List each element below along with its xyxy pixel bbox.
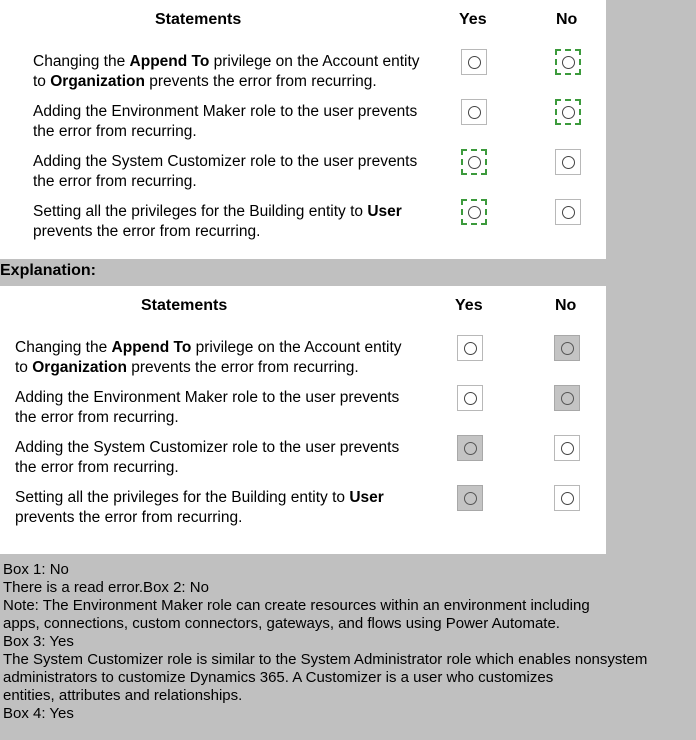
radio-circle-icon	[561, 342, 574, 355]
row-4-yes-option[interactable]	[461, 199, 487, 225]
row-1-no-option[interactable]	[554, 335, 580, 361]
row-3-no-option[interactable]	[554, 435, 580, 461]
row-1-yes-option[interactable]	[457, 335, 483, 361]
note-line: apps, connections, custom connectors, gateways, and flows using Power Automate.	[3, 615, 560, 632]
row-4-yes-option[interactable]	[457, 485, 483, 511]
row-2-no-option[interactable]	[554, 385, 580, 411]
radio-circle-icon	[464, 342, 477, 355]
row-3-no-option[interactable]	[555, 149, 581, 175]
note-line: Box 1: No	[3, 561, 69, 578]
statement-2: Adding the Environment Maker role to the user prevents the error from recurring.	[33, 103, 418, 140]
note-line: Note: The Environment Maker role can create resources within an environment including	[3, 597, 590, 614]
note-line: administrators to customize Dynamics 365. A Customizer is a user who customizes	[3, 669, 554, 686]
note-line: The System Customizer role is similar to the System Administrator role which enables nonsystem	[3, 651, 648, 668]
note-line: entities, attributes and relationships.	[3, 687, 243, 704]
yes-header: Yes	[459, 11, 487, 28]
answer-panel	[0, 286, 606, 554]
statements-header: Statements	[141, 297, 228, 314]
radio-circle-icon	[464, 392, 477, 405]
row-4-no-option[interactable]	[555, 199, 581, 225]
row-4-no-option[interactable]	[554, 485, 580, 511]
note-line: Box 3: Yes	[3, 633, 74, 650]
radio-circle-icon	[468, 206, 481, 219]
row-2-yes-option[interactable]	[457, 385, 483, 411]
statement-4: Setting all the privileges for the Building entity to User prevents the error from recurring.	[15, 489, 384, 526]
yes-header: Yes	[455, 297, 483, 314]
row-1-no-option[interactable]	[555, 49, 581, 75]
note-line: There is a read error.Box 2: No	[3, 579, 209, 596]
statement-1: Changing the Append To privilege on the Account entity to Organization prevents the error from recurring.	[15, 339, 402, 376]
radio-circle-icon	[464, 442, 477, 455]
statements-header: Statements	[155, 11, 242, 28]
statement-3: Adding the System Customizer role to the user prevents the error from recurring.	[15, 439, 400, 476]
radio-circle-icon	[561, 442, 574, 455]
row-1-yes-option[interactable]	[461, 49, 487, 75]
radio-circle-icon	[561, 392, 574, 405]
no-header: No	[556, 11, 578, 28]
statement-2: Adding the Environment Maker role to the user prevents the error from recurring.	[15, 389, 400, 426]
row-2-no-option[interactable]	[555, 99, 581, 125]
row-2-yes-option[interactable]	[461, 99, 487, 125]
explanation-label: Explanation:	[0, 262, 97, 279]
radio-circle-icon	[468, 156, 481, 169]
radio-circle-icon	[562, 156, 575, 169]
statement-1: Changing the Append To privilege on the Account entity to Organization prevents the error from recurring.	[33, 53, 420, 90]
radio-circle-icon	[468, 106, 481, 119]
question-panel	[0, 0, 606, 259]
explanation-notes	[3, 561, 693, 723]
radio-circle-icon	[562, 56, 575, 69]
note-line: Box 4: Yes	[3, 705, 74, 722]
statement-3: Adding the System Customizer role to the user prevents the error from recurring.	[33, 153, 418, 190]
no-header: No	[555, 297, 577, 314]
radio-circle-icon	[464, 492, 477, 505]
radio-circle-icon	[562, 206, 575, 219]
statement-4: Setting all the privileges for the Building entity to User prevents the error from recurring.	[33, 203, 402, 240]
radio-circle-icon	[562, 106, 575, 119]
row-3-yes-option[interactable]	[461, 149, 487, 175]
row-3-yes-option[interactable]	[457, 435, 483, 461]
radio-circle-icon	[468, 56, 481, 69]
radio-circle-icon	[561, 492, 574, 505]
